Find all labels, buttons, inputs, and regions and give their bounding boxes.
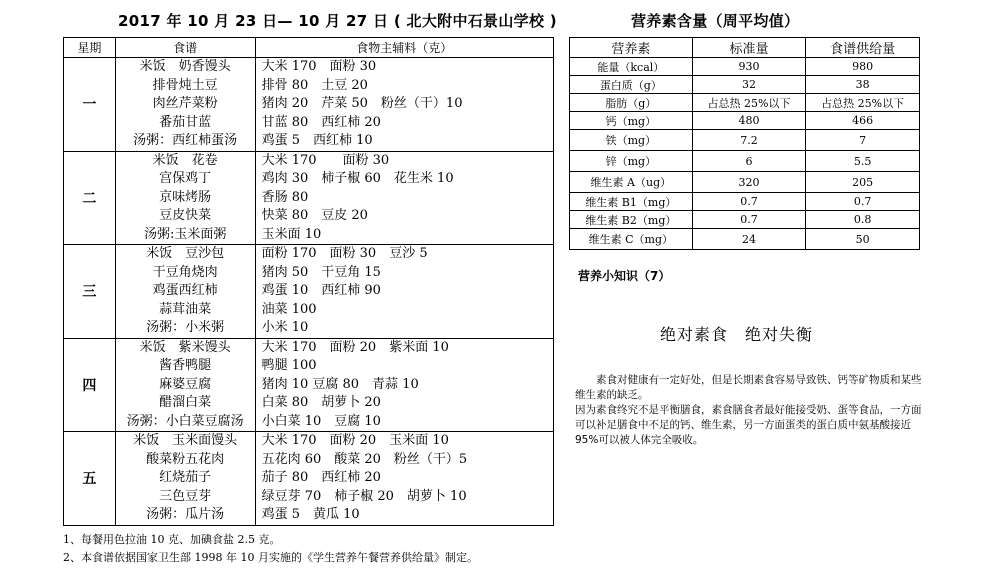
dish-name: 蒜茸油菜 bbox=[159, 301, 212, 317]
dish-name: 三色豆芽 bbox=[159, 488, 212, 504]
dish-name: 酸菜粉五花肉 bbox=[146, 451, 225, 467]
dish-name: 汤粥：瓜片汤 bbox=[146, 507, 225, 522]
note: 2、本食谱依据国家卫生部 1998 年 10 月实施的《学生营养午餐营养供给量》制定。 bbox=[63, 551, 478, 564]
ingredient-line: 快菜 80 豆皮 20 bbox=[261, 208, 368, 223]
knowledge-headline: 绝对素食 绝对失衡 bbox=[660, 325, 814, 344]
standard-value: 6 bbox=[692, 151, 806, 172]
nutrient-row bbox=[570, 94, 920, 112]
dish-name: 酱香鸭腿 bbox=[159, 358, 212, 373]
nutrient-row bbox=[570, 76, 920, 94]
ingredient-line: 大米 170 面粉 20 紫米面 10 bbox=[261, 339, 449, 355]
dish-name: 米饭 玉米面馒头 bbox=[133, 433, 238, 448]
recipe-cell bbox=[115, 245, 255, 339]
dish-name: 宫保鸡丁 bbox=[159, 171, 212, 186]
weekday-cell: 一 bbox=[64, 58, 116, 152]
supply-value: 占总热 25%以下 bbox=[806, 94, 920, 112]
recipe-cell bbox=[115, 432, 255, 526]
nutrient-name: 维生素 B2（mg） bbox=[570, 211, 693, 229]
standard-value: 占总热 25%以下 bbox=[692, 94, 806, 112]
ingredients-cell bbox=[255, 338, 553, 432]
nutrient-name: 维生素 C（mg） bbox=[570, 229, 693, 250]
dish-name: 干豆角烧肉 bbox=[152, 264, 218, 280]
knowledge-text bbox=[575, 373, 925, 448]
standard-value: 930 bbox=[692, 58, 806, 76]
nutrition-title: 营养素含量（周平均值） bbox=[631, 12, 800, 30]
dish-name: 麻婆豆腐 bbox=[159, 376, 212, 392]
ingredient-line: 玉米面 10 bbox=[261, 226, 322, 242]
ingredient-line: 大米 170 面粉 30 bbox=[261, 152, 390, 168]
supply-value: 50 bbox=[806, 229, 920, 250]
supply-value: 38 bbox=[806, 76, 920, 94]
menu-day-row bbox=[64, 432, 554, 526]
ingredient-line: 甘蓝 80 西红柿 20 bbox=[261, 114, 381, 130]
recipe-cell bbox=[115, 58, 255, 152]
dish-name: 排骨炖土豆 bbox=[152, 77, 218, 93]
standard-value: 0.7 bbox=[692, 193, 806, 211]
nutrient-row bbox=[570, 112, 920, 130]
menu-day-row bbox=[64, 151, 554, 245]
knowledge-title: 营养小知识（7） bbox=[578, 269, 671, 283]
dish-name: 醋溜白菜 bbox=[159, 395, 212, 410]
ingredient-line: 五花肉 60 酸菜 20 粉丝（干）5 bbox=[261, 451, 468, 467]
ingredients-cell bbox=[255, 245, 553, 339]
ingredient-line: 猪肉 20 芹菜 50 粉丝（干）10 bbox=[261, 96, 463, 111]
menu-title: 2017 年 10 月 23 日— 10 月 27 日 ( 北大附中石景山学校 ) bbox=[118, 12, 557, 30]
standard-value: 480 bbox=[692, 112, 806, 130]
nutrient-name: 维生素 A（ug） bbox=[570, 172, 693, 193]
recipe-cell bbox=[115, 151, 255, 245]
menu-header-row bbox=[64, 38, 554, 58]
dish-name: 米饭 豆沙包 bbox=[146, 246, 225, 261]
dish-name: 鸡蛋西红柿 bbox=[152, 283, 218, 298]
weekday-cell: 五 bbox=[64, 432, 116, 526]
col-nutrient: 营养素 bbox=[570, 38, 693, 58]
nutrient-row bbox=[570, 172, 920, 193]
dish-name: 番茄甘蓝 bbox=[159, 114, 212, 130]
col-weekday: 星期 bbox=[64, 38, 116, 58]
nutrient-row bbox=[570, 58, 920, 76]
nutrient-row bbox=[570, 229, 920, 250]
supply-value: 7 bbox=[806, 130, 920, 151]
menu-day-row bbox=[64, 58, 554, 152]
nutrient-row bbox=[570, 193, 920, 211]
recipe-cell bbox=[115, 338, 255, 432]
ingredient-line: 香肠 80 bbox=[261, 189, 309, 205]
nutrition-table bbox=[569, 37, 920, 250]
menu-day-row bbox=[64, 245, 554, 339]
dish-name: 汤粥:玉米面粥 bbox=[143, 226, 227, 242]
nutrient-name: 维生素 B1（mg） bbox=[570, 193, 693, 211]
standard-value: 7.2 bbox=[692, 130, 806, 151]
standard-value: 24 bbox=[692, 229, 806, 250]
ingredient-line: 猪肉 10 豆腐 80 青蒜 10 bbox=[261, 376, 419, 392]
ingredient-line: 鸡蛋 10 西红柿 90 bbox=[261, 283, 381, 298]
ingredient-line: 鸡蛋 5 黄瓜 10 bbox=[261, 507, 360, 522]
standard-value: 32 bbox=[692, 76, 806, 94]
dish-name: 汤粥：小米粥 bbox=[146, 320, 225, 335]
knowledge-paragraph: 素食对健康有一定好处，但是长期素食容易导致铁、钙等矿物质和某些维生素的缺乏。 bbox=[575, 374, 922, 401]
ingredient-line: 排骨 80 土豆 20 bbox=[261, 77, 368, 93]
ingredient-line: 猪肉 50 干豆角 15 bbox=[261, 264, 381, 280]
supply-value: 466 bbox=[806, 112, 920, 130]
ingredient-line: 鸭腿 100 bbox=[261, 358, 317, 373]
nutrient-name: 钙（mg） bbox=[570, 112, 693, 130]
ingredient-line: 面粉 170 面粉 30 豆沙 5 bbox=[261, 246, 428, 261]
supply-value: 980 bbox=[806, 58, 920, 76]
knowledge-paragraph: 因为素食终究不是平衡膳食，素食膳食者最好能接受奶、蛋等食品，一方面可以补足膳食中不足的钙、维生素，另一方面蛋类的蛋白质中氨基酸接近 95%可以被人体完全吸收。 bbox=[575, 404, 922, 446]
dish-name: 京味烤肠 bbox=[159, 189, 212, 205]
ingredient-line: 鸡蛋 5 西红柿 10 bbox=[261, 133, 373, 148]
col-standard: 标准量 bbox=[692, 38, 806, 58]
supply-value: 5.5 bbox=[806, 151, 920, 172]
supply-value: 205 bbox=[806, 172, 920, 193]
ingredient-line: 油菜 100 bbox=[261, 301, 317, 317]
menu-notes bbox=[63, 531, 478, 567]
dish-name: 米饭 奶香馒头 bbox=[139, 59, 231, 74]
nutrient-name: 蛋白质（g） bbox=[570, 76, 693, 94]
nutrient-name: 能量（kcal） bbox=[570, 58, 693, 76]
ingredient-line: 大米 170 面粉 20 玉米面 10 bbox=[261, 433, 449, 448]
ingredient-line: 白菜 80 胡萝卜 20 bbox=[261, 395, 381, 410]
weekday-cell: 三 bbox=[64, 245, 116, 339]
ingredients-cell bbox=[255, 58, 553, 152]
dish-name: 红烧茄子 bbox=[159, 470, 212, 485]
dish-name: 汤粥：小白菜豆腐汤 bbox=[126, 413, 244, 429]
supply-value: 0.7 bbox=[806, 193, 920, 211]
weekday-cell: 四 bbox=[64, 338, 116, 432]
ingredient-line: 绿豆芽 70 柿子椒 20 胡萝卜 10 bbox=[261, 488, 467, 504]
nutrition-header-row bbox=[570, 38, 920, 58]
standard-value: 320 bbox=[692, 172, 806, 193]
ingredients-cell bbox=[255, 151, 553, 245]
dish-name: 豆皮快菜 bbox=[159, 208, 212, 223]
menu-day-row bbox=[64, 338, 554, 432]
nutrient-row bbox=[570, 211, 920, 229]
ingredient-line: 茄子 80 西红柿 20 bbox=[261, 470, 381, 485]
ingredient-line: 鸡肉 30 柿子椒 60 花生米 10 bbox=[261, 171, 454, 186]
ingredient-line: 小米 10 bbox=[261, 320, 309, 335]
nutrient-name: 脂肪（g） bbox=[570, 94, 693, 112]
nutrient-row bbox=[570, 151, 920, 172]
nutrient-name: 锌（mg） bbox=[570, 151, 693, 172]
dish-name: 米饭 花卷 bbox=[152, 152, 218, 168]
weekday-cell: 二 bbox=[64, 151, 116, 245]
dish-name: 汤粥：西红柿蛋汤 bbox=[133, 133, 238, 148]
ingredient-line: 小白菜 10 豆腐 10 bbox=[261, 413, 381, 429]
ingredients-cell bbox=[255, 432, 553, 526]
nutrient-name: 铁（mg） bbox=[570, 130, 693, 151]
dish-name: 肉丝芹菜粉 bbox=[152, 96, 218, 111]
col-recipe: 食谱 bbox=[115, 38, 255, 58]
nutrient-row bbox=[570, 130, 920, 151]
ingredient-line: 大米 170 面粉 30 bbox=[261, 59, 377, 74]
supply-value: 0.8 bbox=[806, 211, 920, 229]
col-ingredients: 食物主辅料（克） bbox=[255, 38, 553, 58]
note: 1、每餐用色拉油 10 克、加碘食盐 2.5 克。 bbox=[63, 533, 281, 546]
standard-value: 0.7 bbox=[692, 211, 806, 229]
weekly-menu-table bbox=[63, 37, 554, 526]
col-supply: 食谱供给量 bbox=[806, 38, 920, 58]
dish-name: 米饭 紫米馒头 bbox=[139, 339, 231, 355]
